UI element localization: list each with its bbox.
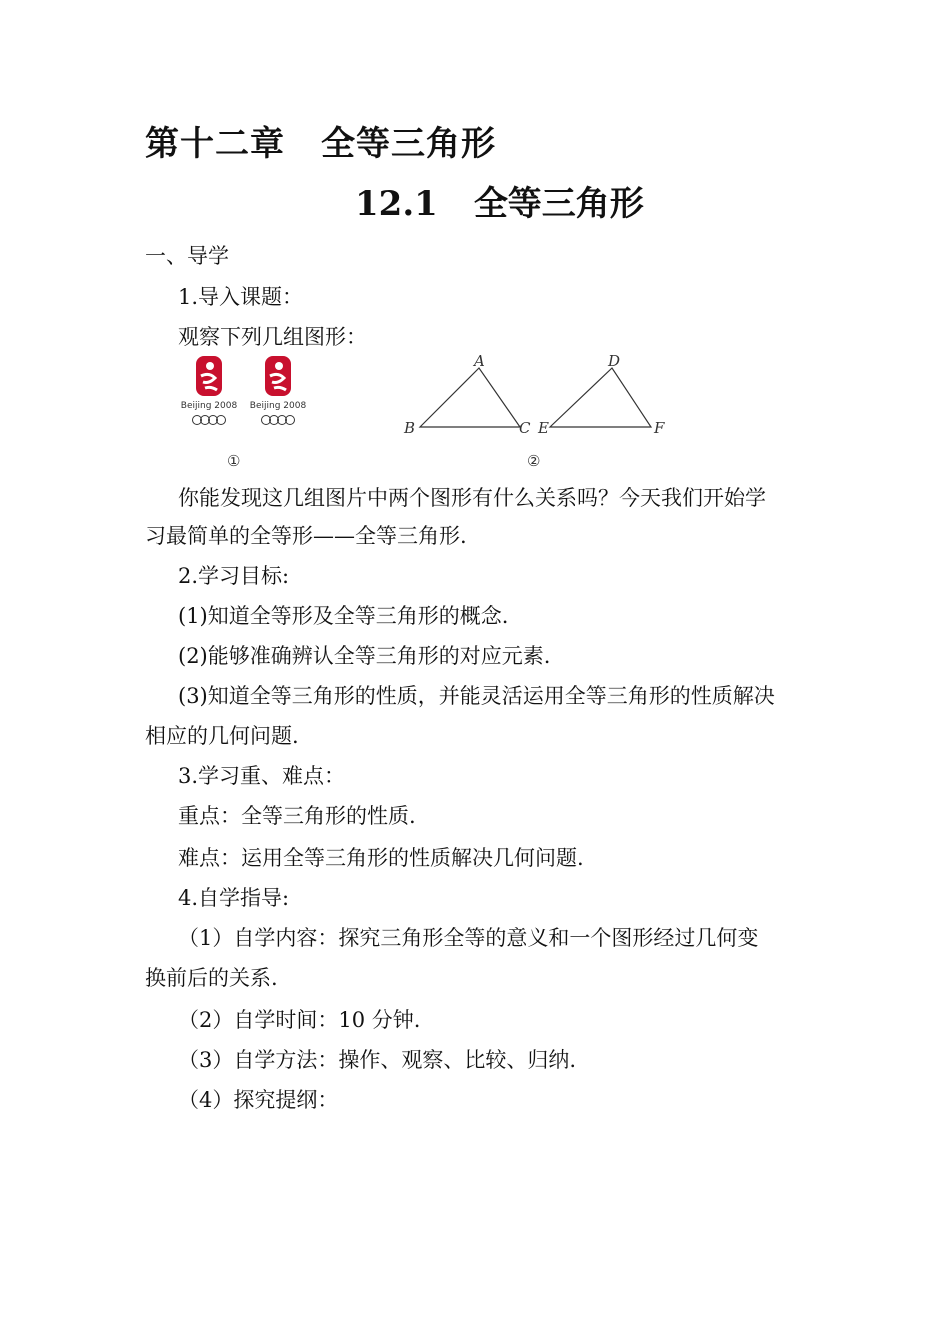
chapter-title [145, 116, 496, 165]
item-self-study: 4.自学指导: [178, 886, 290, 910]
section-title [355, 176, 644, 225]
goal-1: (1)知道全等形及全等三角形的概念. [178, 604, 509, 628]
item-intro: 1.导入课题： [178, 285, 304, 309]
section-number: 12.1 [355, 184, 438, 224]
heading-guide: 一、导学 [145, 244, 229, 268]
vertex-e: E [538, 419, 549, 437]
chapter-name: 全等三角形 [321, 124, 496, 164]
item-goals: 2.学习目标: [178, 564, 290, 588]
item-keypoints: 3.学习重、难点： [178, 764, 346, 788]
svg-text:Beijing 2008: Beijing 2008 [180, 401, 238, 411]
question-text-1: 你能发现这几组图片中两个图形有什么关系吗？今天我们开始学 [178, 486, 766, 510]
vertex-d: D [608, 352, 621, 370]
study-content-2: 换前后的关系. [145, 966, 278, 990]
question-text-2: 习最简单的全等形——全等三角形. [145, 524, 467, 548]
goal-3b: 相应的几何问题. [145, 724, 299, 748]
difficult-point: 难点：运用全等三角形的性质解决几何问题. [178, 846, 584, 870]
figure-label-2: ② [527, 452, 541, 470]
figure-label-1: ① [227, 452, 241, 470]
study-outline: （4）探究提纲： [178, 1088, 339, 1112]
study-time: （2）自学时间：10 分钟. [178, 1008, 421, 1032]
vertex-f: F [654, 419, 665, 437]
triangle-def [550, 368, 651, 427]
triangle-abc [420, 368, 520, 427]
vertex-a: A [474, 352, 485, 370]
vertex-c: C [519, 419, 531, 437]
svg-text:Beijing 2008: Beijing 2008 [249, 401, 307, 411]
figure-area [145, 350, 705, 475]
study-method: （3）自学方法：操作、观察、比较、归纳. [178, 1048, 577, 1072]
chapter-number: 第十二章 [145, 124, 285, 164]
observe-text: 观察下列几组图形： [178, 325, 367, 349]
goal-2: (2)能够准确辨认全等三角形的对应元素. [178, 644, 551, 668]
goal-3a: (3)知道全等三角形的性质，并能灵活运用全等三角形的性质解决 [178, 684, 775, 708]
beijing-logo-1 [179, 350, 259, 430]
key-point: 重点：全等三角形的性质. [178, 804, 416, 828]
vertex-b: B [404, 419, 416, 437]
study-content-1: （1）自学内容：探究三角形全等的意义和一个图形经过几何变 [178, 926, 759, 950]
beijing-logo-2 [248, 350, 328, 430]
section-name: 全等三角形 [473, 184, 644, 224]
